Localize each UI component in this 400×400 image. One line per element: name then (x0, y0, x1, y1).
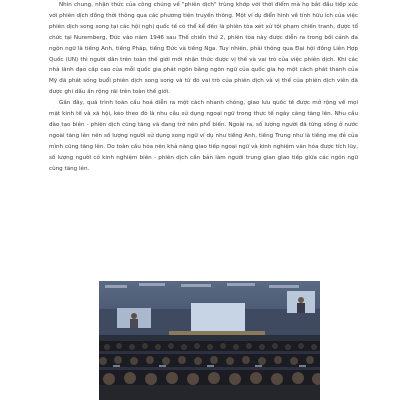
body-text (49, 0, 358, 175)
paragraph-1: Nhìn chung, nhận thức của công chúng về "phiên dịch" trùng khớp với thời điểm mà họ bắt đầu tiếp xúc với phiên dịch đồng thời thông qua các phương tiện truyền thông. Một ví dụ điển hình về tính hữu ích của việc phiên dịch song song tại các hội nghị quốc tế có thể kể đến là phiên tòa xét xử tội phạm chiến tranh, được tổ chức tại Nuremberg, Đức vào năm 1946 sau Thế chiến thứ 2, phiên tòa này được diễn ra trong bối cảnh đa ngôn ngữ là tiếng Anh, tiếng Pháp, tiếng Đức và tiếng Nga. Tuy nhiên, phải thông qua Đại hội đồng Liên Hợp Quốc (UN) thì người dân trên toàn thế giới mới nhận thức được vị thế và vai trò của việc phiên dịch. Khi các nhà lãnh đạo cấp cao của mỗi quốc gia phát ngôn bằng ngôn ngữ của quốc gia họ một cách phát thanh của Mỹ đã phát sóng buổi phiên dịch song song và từ đó vai trò của phiên dịch và vị thế của phiên dịch viên đã được ghi dấu ấn rộng rãi trên toàn thế giới. (49, 2, 358, 96)
conference-hall-illustration (99, 281, 320, 400)
conference-hall-photo (99, 281, 320, 400)
paragraph-2: Gần đây, quá trình toàn cầu hoá diễn ra một cách nhanh chóng, giao lưu quốc tế được mở rộng về mọi mặt kinh tế và xã hội, kéo theo đó là nhu cầu sử dụng ngoại ngữ trong thực tế ngày càng tăng lên. Nhu cầu đào tạo biên - phiên dịch cũng tăng và đang trở nên phổ biến. Ngoài ra, số lượng người đã từng sống ở nước ngoài tăng lên nên số lượng người sử dụng song ngữ ví dụ như tiếng Anh, tiếng Trung như là tiếng mẹ đẻ của mình cũng tăng lên. Do toàn cầu hóa nên khả năng giao tiếp ngoại ngữ và kinh nghiệm văn hóa được tích lũy, số lượng người có kinh nghiệm biên - phiên dịch cần bản làm người trung gian giao tiếp giữa các ngôn ngữ cũng tăng lên. (49, 100, 358, 172)
